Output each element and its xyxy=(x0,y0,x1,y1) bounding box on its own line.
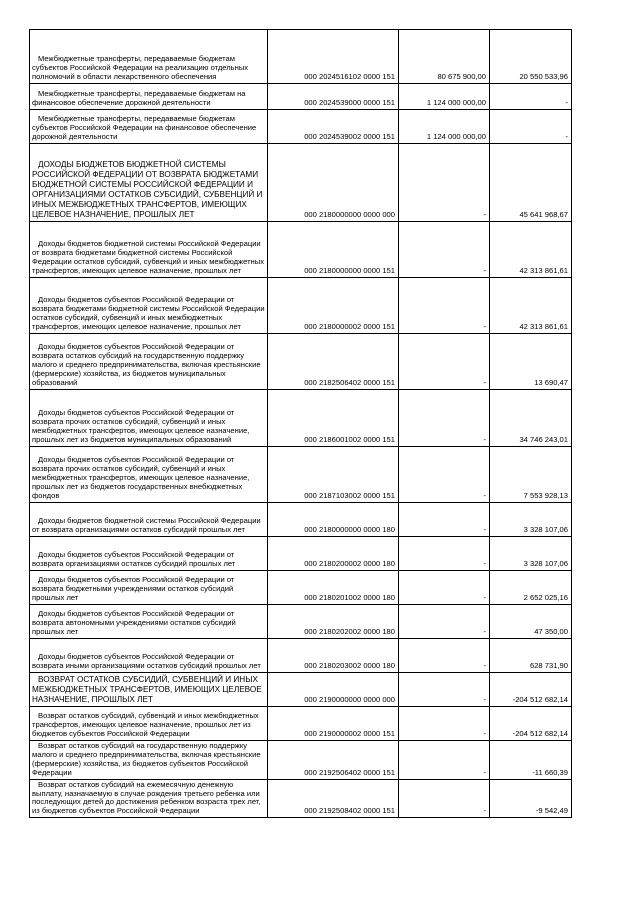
row-description: Возврат остатков субсидий на государственную поддержку малого и среднего предпринимательства, включая крестьянские (фермерские) хозяйства, из бюджетов субъектов Российской Федерации xyxy=(30,741,268,780)
row-budget-code: 000 2190000002 0000 151 xyxy=(268,707,399,741)
table-row xyxy=(30,278,572,334)
row-description: Доходы бюджетов субъектов Российской Федерации от возврата автономными учреждениями остатков субсидий прошлых лет xyxy=(30,605,268,639)
row-description: Межбюджетные трансферты, передаваемые бюджетам на финансовое обеспечение дорожной деятельности xyxy=(30,84,268,110)
row-executed-amount: -9 542,49 xyxy=(490,779,572,818)
row-executed-amount: 3 328 107,06 xyxy=(490,503,572,537)
row-executed-amount: 42 313 861,61 xyxy=(490,278,572,334)
table-row xyxy=(30,503,572,537)
row-budget-code: 000 2180201002 0000 180 xyxy=(268,571,399,605)
row-planned-amount: - xyxy=(399,144,490,222)
row-planned-amount: - xyxy=(399,639,490,673)
row-planned-amount: - xyxy=(399,707,490,741)
row-budget-code: 000 2190000000 0000 000 xyxy=(268,673,399,707)
row-executed-amount: -204 512 682,14 xyxy=(490,707,572,741)
row-budget-code: 000 2024539000 0000 151 xyxy=(268,84,399,110)
table-body xyxy=(30,30,572,818)
row-description: Доходы бюджетов субъектов Российской Федерации от возврата прочих остатков субсидий, субвенций и иных межбюджетных трансфертов, имеющих целевое назначение, прошлых лет из бюджетов муниципальных образований xyxy=(30,390,268,447)
row-executed-amount: 34 746 243,01 xyxy=(490,390,572,447)
row-planned-amount: - xyxy=(399,278,490,334)
row-description: Доходы бюджетов субъектов Российской Федерации от возврата бюджетными учреждениями остатков субсидий прошлых лет xyxy=(30,571,268,605)
row-budget-code: 000 2180000002 0000 151 xyxy=(268,278,399,334)
table-row xyxy=(30,673,572,707)
row-budget-code: 000 2024539002 0000 151 xyxy=(268,110,399,144)
row-executed-amount: 13 690,47 xyxy=(490,334,572,390)
row-executed-amount: 47 350,00 xyxy=(490,605,572,639)
row-description: ДОХОДЫ БЮДЖЕТОВ БЮДЖЕТНОЙ СИСТЕМЫ РОССИЙСКОЙ ФЕДЕРАЦИИ ОТ ВОЗВРАТА БЮДЖЕТАМИ БЮДЖЕТНОЙ СИСТЕМЫ РОССИЙСКОЙ ФЕДЕРАЦИИ И ОРГАНИЗАЦИЯМИ ОСТАТКОВ СУБСИДИЙ, СУБВЕНЦИЙ И ИНЫХ МЕЖБЮДЖЕТНЫХ ТРАНСФЕРТОВ, ИМЕЮЩИХ ЦЕЛЕВОЕ НАЗНАЧЕНИЕ, ПРОШЛЫХ ЛЕТ xyxy=(30,144,268,222)
row-planned-amount: 1 124 000 000,00 xyxy=(399,110,490,144)
row-budget-code: 000 2180000000 0000 151 xyxy=(268,222,399,278)
row-budget-code: 000 2024516102 0000 151 xyxy=(268,30,399,84)
row-description: Доходы бюджетов субъектов Российской Федерации от возврата прочих остатков субсидий, субвенций и иных межбюджетных трансфертов, имеющих целевое назначение, прошлых лет из бюджетов государственных внебюджетных фондов xyxy=(30,447,268,503)
row-planned-amount: - xyxy=(399,447,490,503)
row-executed-amount: 7 553 928,13 xyxy=(490,447,572,503)
row-planned-amount: - xyxy=(399,571,490,605)
table-row xyxy=(30,605,572,639)
row-budget-code: 000 2182506402 0000 151 xyxy=(268,334,399,390)
row-budget-code: 000 2180000000 0000 000 xyxy=(268,144,399,222)
table-row xyxy=(30,537,572,571)
table-row xyxy=(30,144,572,222)
table-row xyxy=(30,222,572,278)
row-executed-amount: 45 641 968,67 xyxy=(490,144,572,222)
row-executed-amount: - xyxy=(490,110,572,144)
table-row xyxy=(30,110,572,144)
row-budget-code: 000 2180200002 0000 180 xyxy=(268,537,399,571)
row-budget-code: 000 2180000000 0000 180 xyxy=(268,503,399,537)
row-planned-amount: - xyxy=(399,537,490,571)
row-executed-amount: 42 313 861,61 xyxy=(490,222,572,278)
table-row xyxy=(30,571,572,605)
row-executed-amount: -11 660,39 xyxy=(490,741,572,780)
row-executed-amount: -204 512 682,14 xyxy=(490,673,572,707)
table-row xyxy=(30,447,572,503)
table-row xyxy=(30,707,572,741)
row-planned-amount: - xyxy=(399,334,490,390)
row-budget-code: 000 2180203002 0000 180 xyxy=(268,639,399,673)
row-planned-amount: - xyxy=(399,779,490,818)
row-executed-amount: 20 550 533,96 xyxy=(490,30,572,84)
row-description: Доходы бюджетов субъектов Российской Федерации от возврата иными организациями остатков субсидий прошлых лет xyxy=(30,639,268,673)
row-budget-code: 000 2187103002 0000 151 xyxy=(268,447,399,503)
budget-revenue-table xyxy=(29,29,572,818)
row-executed-amount: - xyxy=(490,84,572,110)
row-planned-amount: - xyxy=(399,390,490,447)
row-planned-amount: - xyxy=(399,741,490,780)
row-planned-amount: 80 675 900,00 xyxy=(399,30,490,84)
row-description: Межбюджетные трансферты, передаваемые бюджетам субъектов Российской Федерации на реализацию отдельных полномочий в области лекарственного обеспечения xyxy=(30,30,268,84)
row-executed-amount: 628 731,90 xyxy=(490,639,572,673)
row-planned-amount: - xyxy=(399,673,490,707)
row-planned-amount: - xyxy=(399,503,490,537)
row-description: Доходы бюджетов субъектов Российской Федерации от возврата бюджетами бюджетной системы Российской Федерации остатков субсидий, субвенций и иных межбюджетных трансфертов, имеющих целевое назначение, прошлых лет xyxy=(30,278,268,334)
row-executed-amount: 2 652 025,16 xyxy=(490,571,572,605)
row-description: Доходы бюджетов субъектов Российской Федерации от возврата организациями остатков субсидий прошлых лет xyxy=(30,537,268,571)
table-row xyxy=(30,390,572,447)
table-row xyxy=(30,334,572,390)
row-description: Доходы бюджетов субъектов Российской Федерации от возврата остатков субсидий на государственную поддержку малого и среднего предпринимательства, включая крестьянские (фермерские) хозяйства, из бюджетов муниципальных образований xyxy=(30,334,268,390)
row-budget-code: 000 2192506402 0000 151 xyxy=(268,741,399,780)
table-row xyxy=(30,30,572,84)
row-description: Доходы бюджетов бюджетной системы Российской Федерации от возврата организациями остатков субсидий прошлых лет xyxy=(30,503,268,537)
row-budget-code: 000 2192508402 0000 151 xyxy=(268,779,399,818)
table-row xyxy=(30,84,572,110)
table-row xyxy=(30,779,572,818)
row-description: Межбюджетные трансферты, передаваемые бюджетам субъектов Российской Федерации на финансовое обеспечение дорожной деятельности xyxy=(30,110,268,144)
row-planned-amount: - xyxy=(399,605,490,639)
row-budget-code: 000 2186001002 0000 151 xyxy=(268,390,399,447)
row-description: Доходы бюджетов бюджетной системы Российской Федерации от возврата бюджетами бюджетной системы Российской Федерации остатков субсидий, субвенций и иных межбюджетных трансфертов, имеющих целевое назначение, прошлых лет xyxy=(30,222,268,278)
table-row xyxy=(30,639,572,673)
row-budget-code: 000 2180202002 0000 180 xyxy=(268,605,399,639)
row-description: Возврат остатков субсидий, субвенций и иных межбюджетных трансфертов, имеющих целевое назначение, прошлых лет из бюджетов субъектов Российской Федерации xyxy=(30,707,268,741)
row-executed-amount: 3 328 107,06 xyxy=(490,537,572,571)
row-planned-amount: - xyxy=(399,222,490,278)
row-description: ВОЗВРАТ ОСТАТКОВ СУБСИДИЙ, СУБВЕНЦИЙ И ИНЫХ МЕЖБЮДЖЕТНЫХ ТРАНСФЕРТОВ, ИМЕЮЩИХ ЦЕЛЕВОЕ НАЗНАЧЕНИЕ, ПРОШЛЫХ ЛЕТ xyxy=(30,673,268,707)
row-planned-amount: 1 124 000 000,00 xyxy=(399,84,490,110)
row-description: Возврат остатков субсидий на ежемесячную денежную выплату, назначаемую в случае рождения третьего ребенка или последующих детей до достижения ребенком возраста трех лет, из бюджетов субъектов Российской Федерации xyxy=(30,779,268,818)
table-row xyxy=(30,741,572,780)
